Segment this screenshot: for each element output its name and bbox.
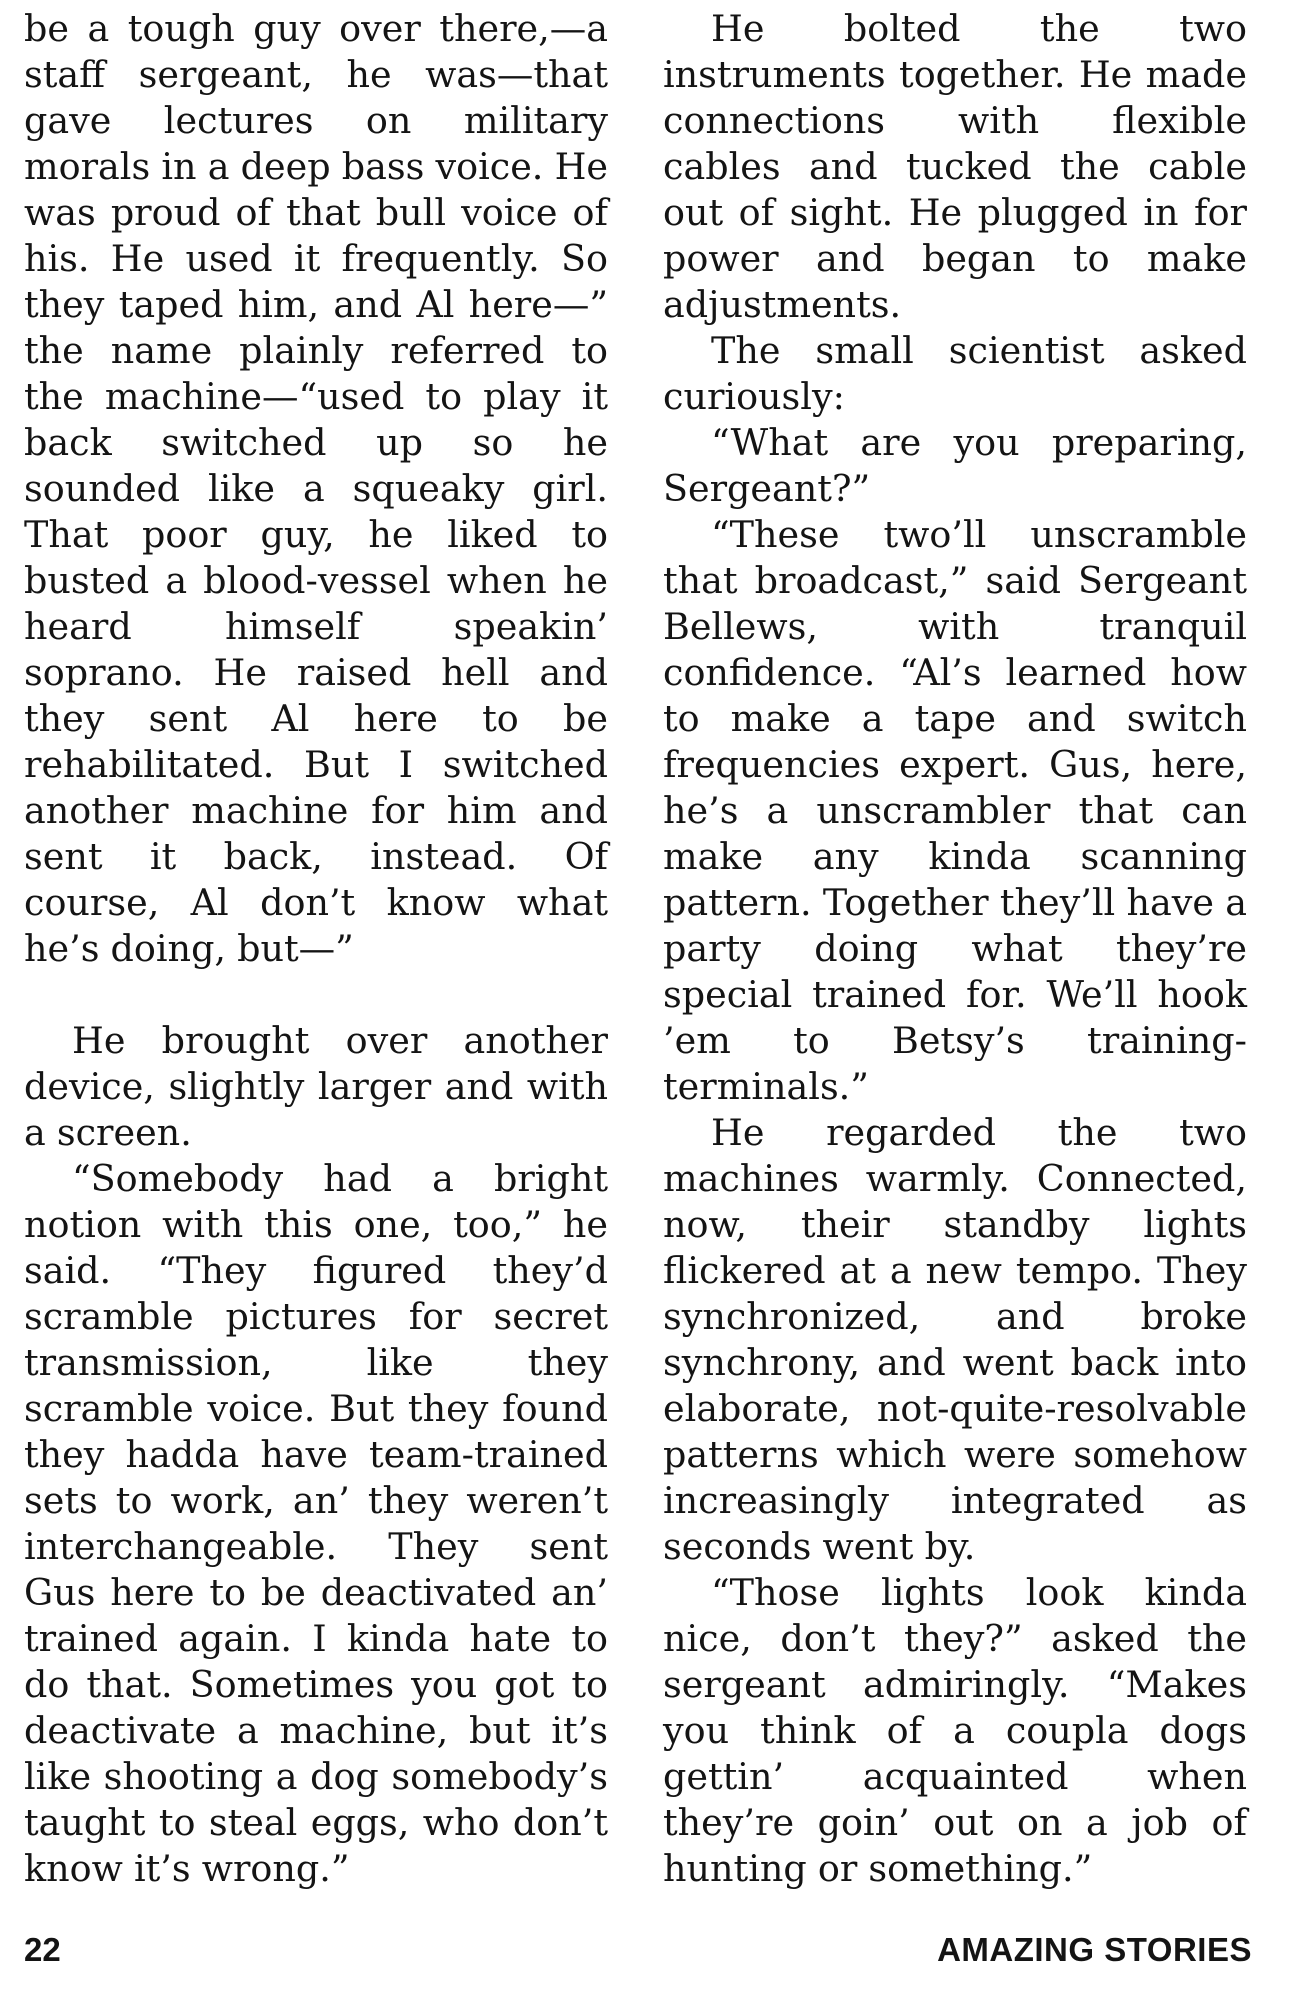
- paragraph: “Those lights look kinda nice, don’t they?” asked the sergeant admiringly. “Makes you think of a coupla dogs gettin’ acquainted when they’re goin’ out on a job of hunting or something.”: [663, 1571, 1247, 1890]
- magazine-title: AMAZING STORIES: [937, 1931, 1252, 1968]
- paragraph-continued: be a tough guy over there,—a staff sergeant, he was—that gave lectures on military morals in a deep bass voice. He was proud of that bull voice of his. He used it frequently. So they taped him, and Al here—” the name plainly referred to the machine—“used to play it back switched up so he sounded like a squeaky girl. That poor guy, he liked to busted a blood-vessel when he heard himself speakin’ soprano. He raised hell and they sent Al here to be rehabilitated. But I switched another machine for him and sent it back, instead. Of course, Al don’t know what he’s doing, but—”: [24, 7, 608, 970]
- paragraph: The small scientist asked curiously:: [663, 329, 1247, 418]
- paragraph: “These two’ll unscramble that broadcast,” said Sergeant Bellews, with tranquil confidence. “Al’s learned how to make a tape and switch frequencies expert. Gus, here, he’s a unscrambler that can make any kinda scanning pattern. Together they’ll have a party doing what they’re special trained for. We’ll hook ’em to Betsy’s training-terminals.”: [663, 513, 1247, 1108]
- paragraph: He brought over another device, slightly larger and with a screen.: [24, 1019, 608, 1154]
- paragraph: “What are you preparing, Sergeant?”: [663, 421, 1247, 510]
- right-text-column: [663, 6, 1247, 1892]
- paragraph: “Somebody had a bright notion with this one, too,” he said. “They figured they’d scramble pictures for secret transmission, like they scramble voice. But they found they hadda have team-trained sets to work, an’ they weren’t interchangeable. They sent Gus here to be deactivated an’ trained again. I kinda hate to do that. Sometimes you got to deactivate a machine, but it’s like shooting a dog somebody’s taught to steal eggs, who don’t know it’s wrong.”: [24, 1157, 608, 1890]
- paragraph: He regarded the two machines warmly. Connected, now, their standby lights flickered at a new tempo. They synchronized, and broke synchrony, and went back into elaborate, not-quite-resolvable patterns which were somehow increasingly integrated as seconds went by.: [663, 1111, 1247, 1568]
- paragraph: He bolted the two instruments together. He made connections with flexible cables and tucked the cable out of sight. He plugged in for power and began to make adjustments.: [663, 7, 1247, 326]
- left-text-column: [24, 6, 608, 1892]
- page-number: 22: [24, 1931, 61, 1968]
